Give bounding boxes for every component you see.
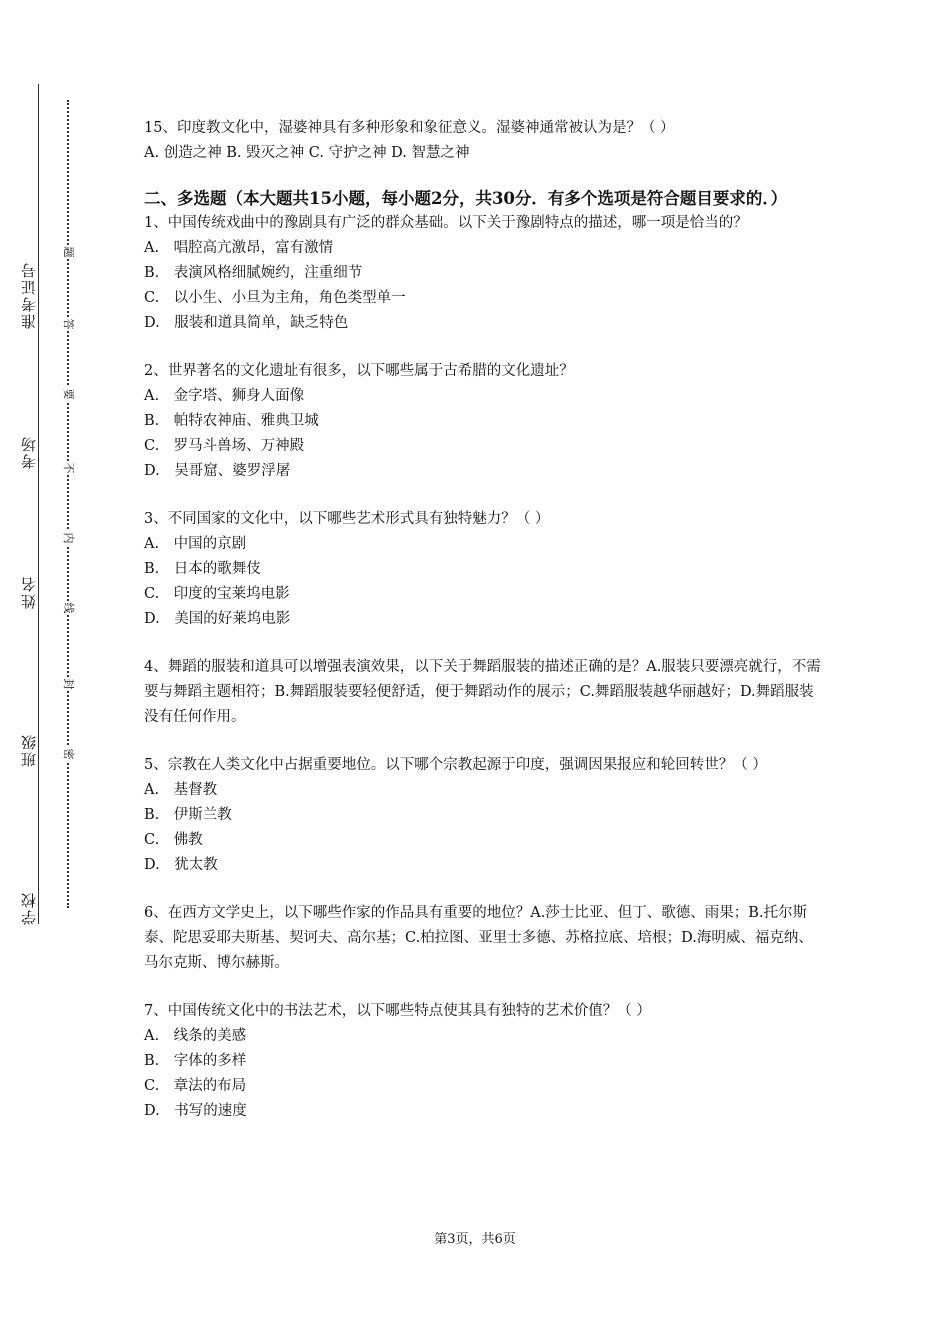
seal-char: 线 bbox=[62, 602, 75, 614]
seal-char: 不 bbox=[62, 462, 75, 474]
option-d: D. 书写的速度 bbox=[144, 1103, 247, 1119]
option-c: C. 章法的布局 bbox=[144, 1078, 247, 1094]
binding-dotted-line bbox=[67, 100, 69, 908]
exam-room-label: 考场 bbox=[22, 432, 37, 472]
question-stem: 1、中国传统戏曲中的豫剧具有广泛的群众基础。以下关于豫剧特点的描述，哪一项是恰当的？ bbox=[144, 215, 748, 231]
question-stem: 6、在西方文学史上，以下哪些作家的作品具有重要的地位？A.莎士比亚、但丁、歌德、雨果；B.托尔斯泰、陀思妥耶夫斯基、契诃夫、高尔基；C.柏拉图、亚里士多德、苏格拉底、培根；D.海明威、福克纳、马尔克斯、博尔赫斯。 bbox=[144, 905, 813, 971]
question-15-stem: 15、印度教文化中，湿婆神具有多种形象和象征意义。湿婆神通常被认为是？（ ） bbox=[144, 120, 675, 136]
question-stem: 5、宗教在人类文化中占据重要地位。以下哪个宗教起源于印度，强调因果报应和轮回转世？（ ） bbox=[144, 757, 767, 773]
question-content bbox=[144, 116, 824, 1124]
exam-number-label: 准考证号 bbox=[22, 258, 37, 332]
option-d: D. 吴哥窟、婆罗浮屠 bbox=[144, 463, 291, 479]
question-block bbox=[144, 901, 824, 976]
question-block bbox=[144, 655, 824, 730]
seal-char: 密 bbox=[62, 748, 75, 760]
seal-char: 要 bbox=[62, 388, 75, 400]
option-d: D. 犹太教 bbox=[144, 857, 218, 873]
option-a: A. 线条的美感 bbox=[144, 1028, 247, 1044]
option-a: A. 中国的京剧 bbox=[144, 536, 247, 552]
option-d: D. 服装和道具简单，缺乏特色 bbox=[144, 315, 349, 331]
binding-solid-line bbox=[38, 84, 39, 924]
option-b: B. 伊斯兰教 bbox=[144, 807, 232, 823]
option-b: B. 字体的多样 bbox=[144, 1053, 247, 1069]
option-b: B. 帕特农神庙、雅典卫城 bbox=[144, 413, 319, 429]
question-block bbox=[144, 359, 824, 484]
question-15-options: A. 创造之神 B. 毁灭之神 C. 守护之神 D. 智慧之神 bbox=[144, 145, 470, 161]
section-2-title: 二、多选题（本大题共15小题，每小题2分，共30分．有多个选项是符合题目要求的．） bbox=[144, 189, 788, 208]
option-c: C. 印度的宝莱坞电影 bbox=[144, 586, 290, 602]
option-b: B. 表演风格细腻婉约，注重细节 bbox=[144, 265, 363, 281]
class-label: 班级 bbox=[22, 730, 37, 770]
question-stem: 7、中国传统文化中的书法艺术，以下哪些特点使其具有独特的艺术价值？（ ） bbox=[144, 1003, 651, 1019]
question-stem: 2、世界著名的文化遗址有很多，以下哪些属于古希腊的文化遗址？ bbox=[144, 363, 574, 379]
seal-char: 答 bbox=[62, 318, 75, 330]
seal-char: 内 bbox=[62, 532, 75, 544]
question-stem: 4、舞蹈的服装和道具可以增强表演效果，以下关于舞蹈服装的描述正确的是？A.服装只要漂亮就行，不需要与舞蹈主题相符；B.舞蹈服装要轻便舒适，便于舞蹈动作的展示；C.舞蹈服装越华丽越好；D.舞蹈服装没有任何作用。 bbox=[144, 659, 821, 725]
question-block bbox=[144, 999, 824, 1124]
option-a: A. 基督教 bbox=[144, 782, 218, 798]
question-block bbox=[144, 753, 824, 878]
school-label: 学校 bbox=[22, 888, 37, 928]
option-b: B. 日本的歌舞伎 bbox=[144, 561, 261, 577]
option-a: A. 唱腔高亢激昂，富有激情 bbox=[144, 240, 334, 256]
question-block bbox=[144, 507, 824, 632]
seal-char: 题 bbox=[62, 246, 75, 258]
question-stem: 3、不同国家的文化中，以下哪些艺术形式具有独特魅力？（ ） bbox=[144, 511, 550, 527]
student-name-label: 姓名 bbox=[22, 572, 37, 612]
option-c: C. 罗马斗兽场、万神殿 bbox=[144, 438, 305, 454]
question-block bbox=[144, 211, 824, 336]
page-number: 第3页，共6页 bbox=[434, 1232, 516, 1247]
option-d: D. 美国的好莱坞电影 bbox=[144, 611, 291, 627]
option-a: A. 金字塔、狮身人面像 bbox=[144, 388, 305, 404]
option-c: C. 佛教 bbox=[144, 832, 203, 848]
option-c: C. 以小生、小旦为主角，角色类型单一 bbox=[144, 290, 406, 306]
seal-char: 封 bbox=[62, 678, 75, 690]
